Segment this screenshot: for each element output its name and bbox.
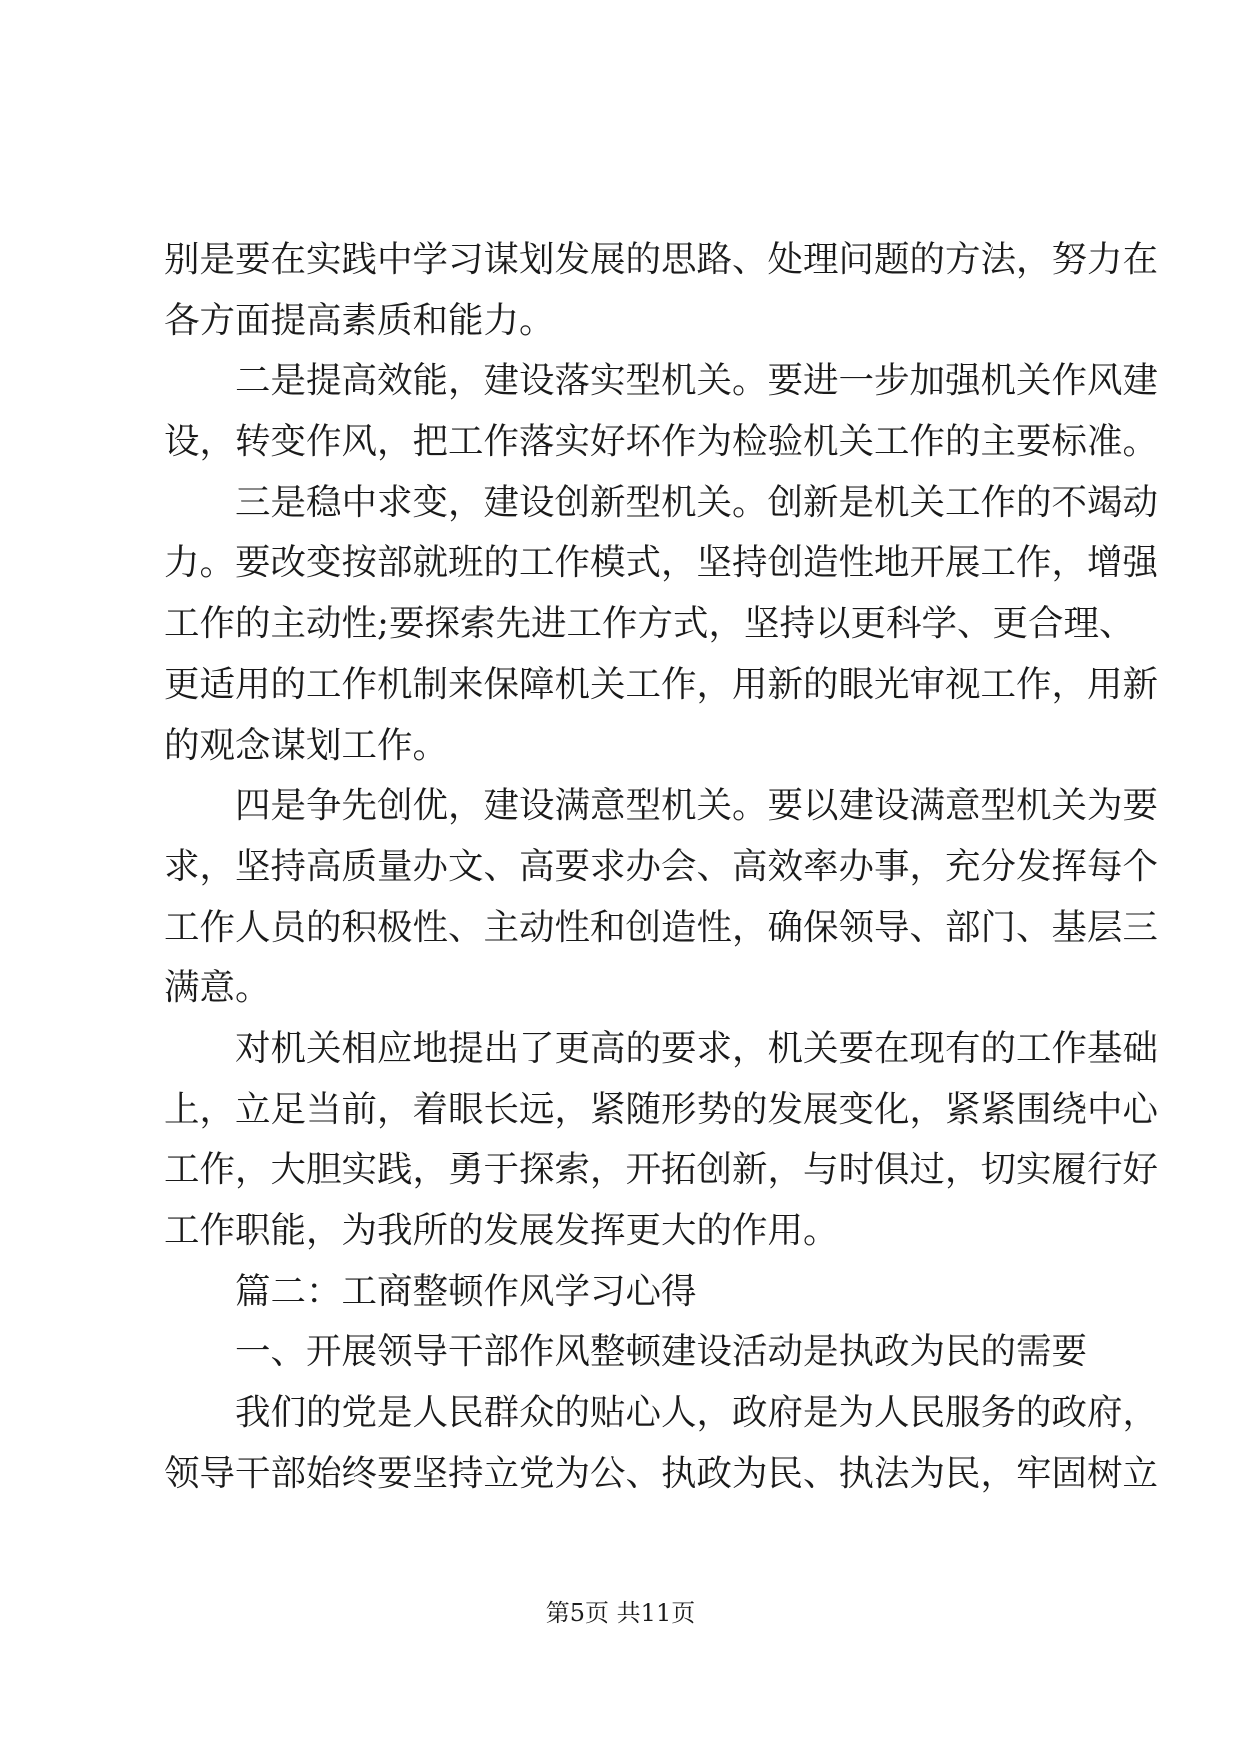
paragraph — [164, 230, 1159, 351]
text-line: 别是要在实践中学习谋划发展的思路、处理问题的方法，努力在 — [164, 239, 1159, 280]
paragraph — [164, 1383, 1159, 1504]
text-line: 上，立足当前，着眼长远，紧随形势的发展变化，紧紧围绕中心 — [164, 1088, 1159, 1130]
text-line: 二是提高效能，建设落实型机关。要进一步加强机关作风建 — [235, 360, 1159, 402]
paragraph — [164, 1019, 1159, 1262]
paragraph — [164, 351, 1159, 472]
paragraph — [164, 776, 1159, 1019]
paragraph — [164, 473, 1159, 776]
text-line: 一、开展领导干部作风整顿建设活动是执政为民的需要 — [235, 1331, 1088, 1373]
text-line: 工作职能，为我所的发展发挥更大的作用。 — [164, 1210, 839, 1251]
page-number: 第5页 共11页 — [545, 1599, 696, 1627]
text-line: 满意。 — [164, 967, 271, 1009]
text-line: 三是稳中求变，建设创新型机关。创新是机关工作的不竭动 — [235, 481, 1159, 523]
text-line: 各方面提高素质和能力。 — [164, 299, 555, 341]
text-line: 求，坚持高质量办文、高要求办会、高效率办事，充分发挥每个 — [164, 845, 1159, 887]
text-line: 工作的主动性;要探索先进工作方式，坚持以更科学、更合理、 — [164, 603, 1135, 645]
text-line: 工作人员的积极性、主动性和创造性，确保领导、部门、基层三 — [164, 906, 1159, 948]
text-line: 我们的党是人民群众的贴心人，政府是为人民服务的政府， — [235, 1392, 1159, 1434]
document-body — [164, 230, 1159, 1504]
text-line: 领导干部始终要坚持立党为公、执政为民、执法为民，牢固树立 — [164, 1452, 1159, 1494]
text-line: 对机关相应地提出了更高的要求，机关要在现有的工作基础 — [235, 1027, 1159, 1069]
text-line: 工作，大胆实践，勇于探索，开拓创新，与时俱过，切实履行好 — [164, 1149, 1159, 1191]
text-line: 设，转变作风，把工作落实好坏作为检验机关工作的主要标准。 — [164, 421, 1159, 463]
text-line: 四是争先创优，建设满意型机关。要以建设满意型机关为要 — [235, 785, 1159, 827]
section-subtitle — [164, 1322, 1088, 1383]
section-title — [164, 1262, 1084, 1323]
text-line: 力。要改变按部就班的工作模式，坚持创造性地开展工作，增强 — [164, 542, 1159, 584]
text-line: 篇二：工商整顿作风学习心得 — [235, 1270, 697, 1312]
text-line: 的观念谋划工作。 — [164, 724, 449, 766]
text-line: 更适用的工作机制来保障机关工作，用新的眼光审视工作，用新 — [164, 663, 1159, 705]
